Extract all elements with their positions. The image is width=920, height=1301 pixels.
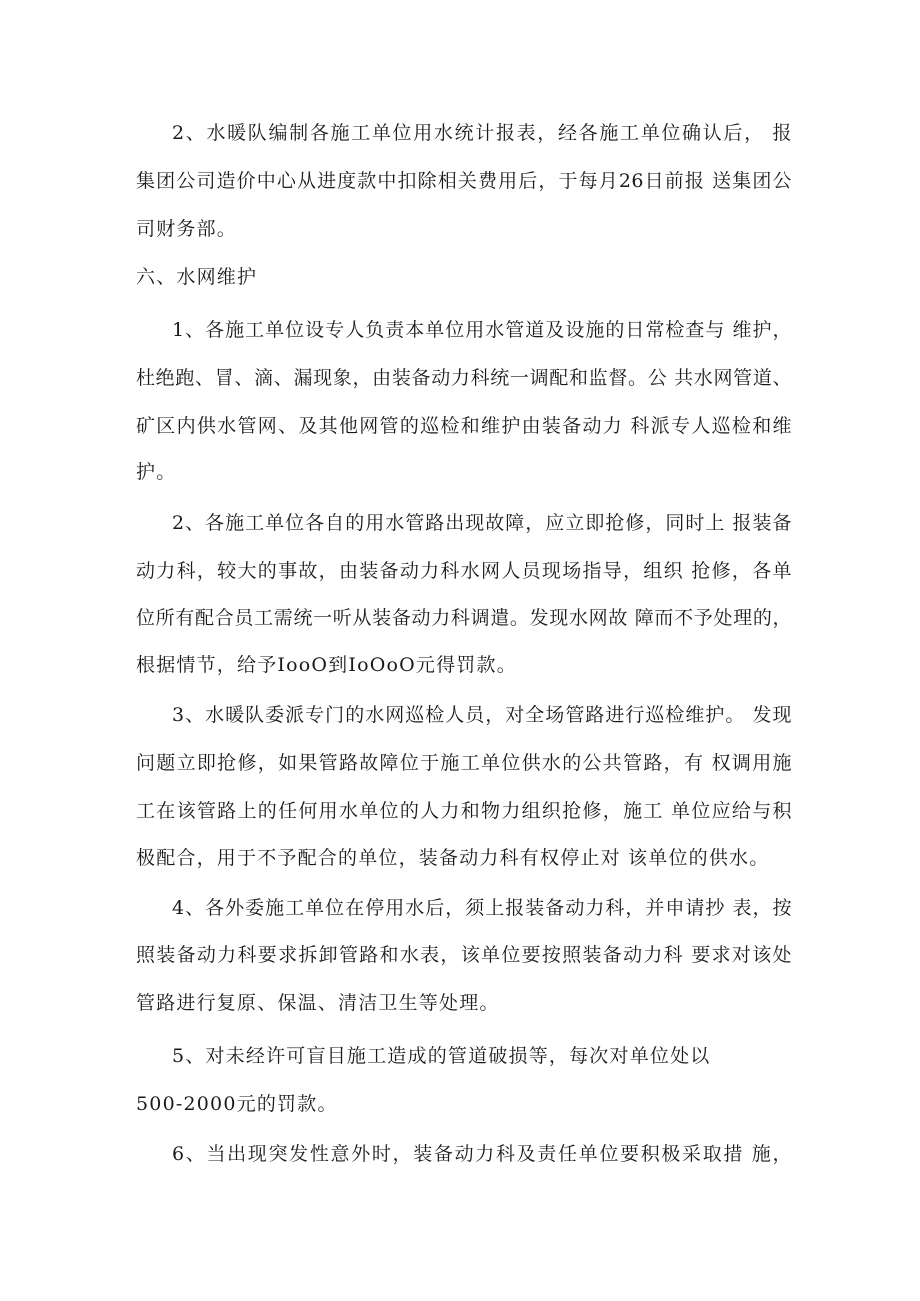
item-2-line-4: 根据情节，给予IooO到IoOoO元得罚款。	[136, 654, 517, 676]
item-1-line-4: 护。	[136, 461, 177, 483]
item-3-line-4: 极配合，用于不予配合的单位，装备动力科有权停止对 该单位的供水。	[136, 847, 770, 869]
item-2-line-3: 位所有配合员工需统一听从装备动力科调遣。发现水网故 障而不予处理的，	[136, 607, 792, 629]
item-3-line-3: 工在该管路上的任何用水单位的人力和物力组织抢修，施工 单位应给与积	[136, 800, 792, 822]
item-5-line-2: 500-2000元的罚款。	[136, 1093, 338, 1115]
item-4-line-3: 管路进行复原、保温、清洁卫生等处理。	[136, 992, 500, 1014]
paragraph-2-line-2: 集团公司造价中心从进度款中扣除相关费用后，于每月26日前报 送集团公	[136, 170, 792, 192]
paragraph-2-line-3: 司财务部。	[136, 218, 238, 240]
item-1-line-2: 杜绝跑、冒、滴、漏现象，由装备动力科统一调配和监督。公 共水网管道、	[136, 367, 792, 389]
item-1-line-1: 1、各施工单位设专人负责本单位用水管道及设施的日常检查与 维护，	[172, 319, 792, 341]
item-3-line-1: 3、水暖队委派专门的水网巡检人员，对全场管路进行巡检维护。 发现	[172, 704, 792, 726]
paragraph-2-line-1: 2、水暖队编制各施工单位用水统计报表，经各施工单位确认后， 报	[172, 122, 792, 144]
item-1-line-3: 矿区内供水管网、及其他网管的巡检和维护由装备动力 科派专人巡检和维	[136, 415, 792, 437]
item-3-line-2: 问题立即抢修，如果管路故障位于施工单位供水的公共管路，有 权调用施	[136, 752, 792, 774]
item-5-line-1: 5、对未经许可盲目施工造成的管道破损等，每次对单位处以	[172, 1045, 711, 1067]
section-heading-water-network: 六、水网维护	[136, 266, 258, 288]
item-2-line-1: 2、各施工单位各自的用水管路出现故障，应立即抢修，同时上 报装备	[172, 512, 792, 534]
item-2-line-2: 动力科，较大的事故，由装备动力科水网人员现场指导，组织 抢修，各单	[136, 560, 792, 582]
item-6-line-1: 6、当出现突发性意外时，装备动力科及责任单位要积极采取措 施，	[172, 1143, 792, 1165]
item-4-line-1: 4、各外委施工单位在停用水后，须上报装备动力科，并申请抄 表，按	[172, 897, 792, 919]
item-4-line-2: 照装备动力科要求拆卸管路和水表，该单位要按照装备动力科 要求对该处	[136, 944, 792, 966]
